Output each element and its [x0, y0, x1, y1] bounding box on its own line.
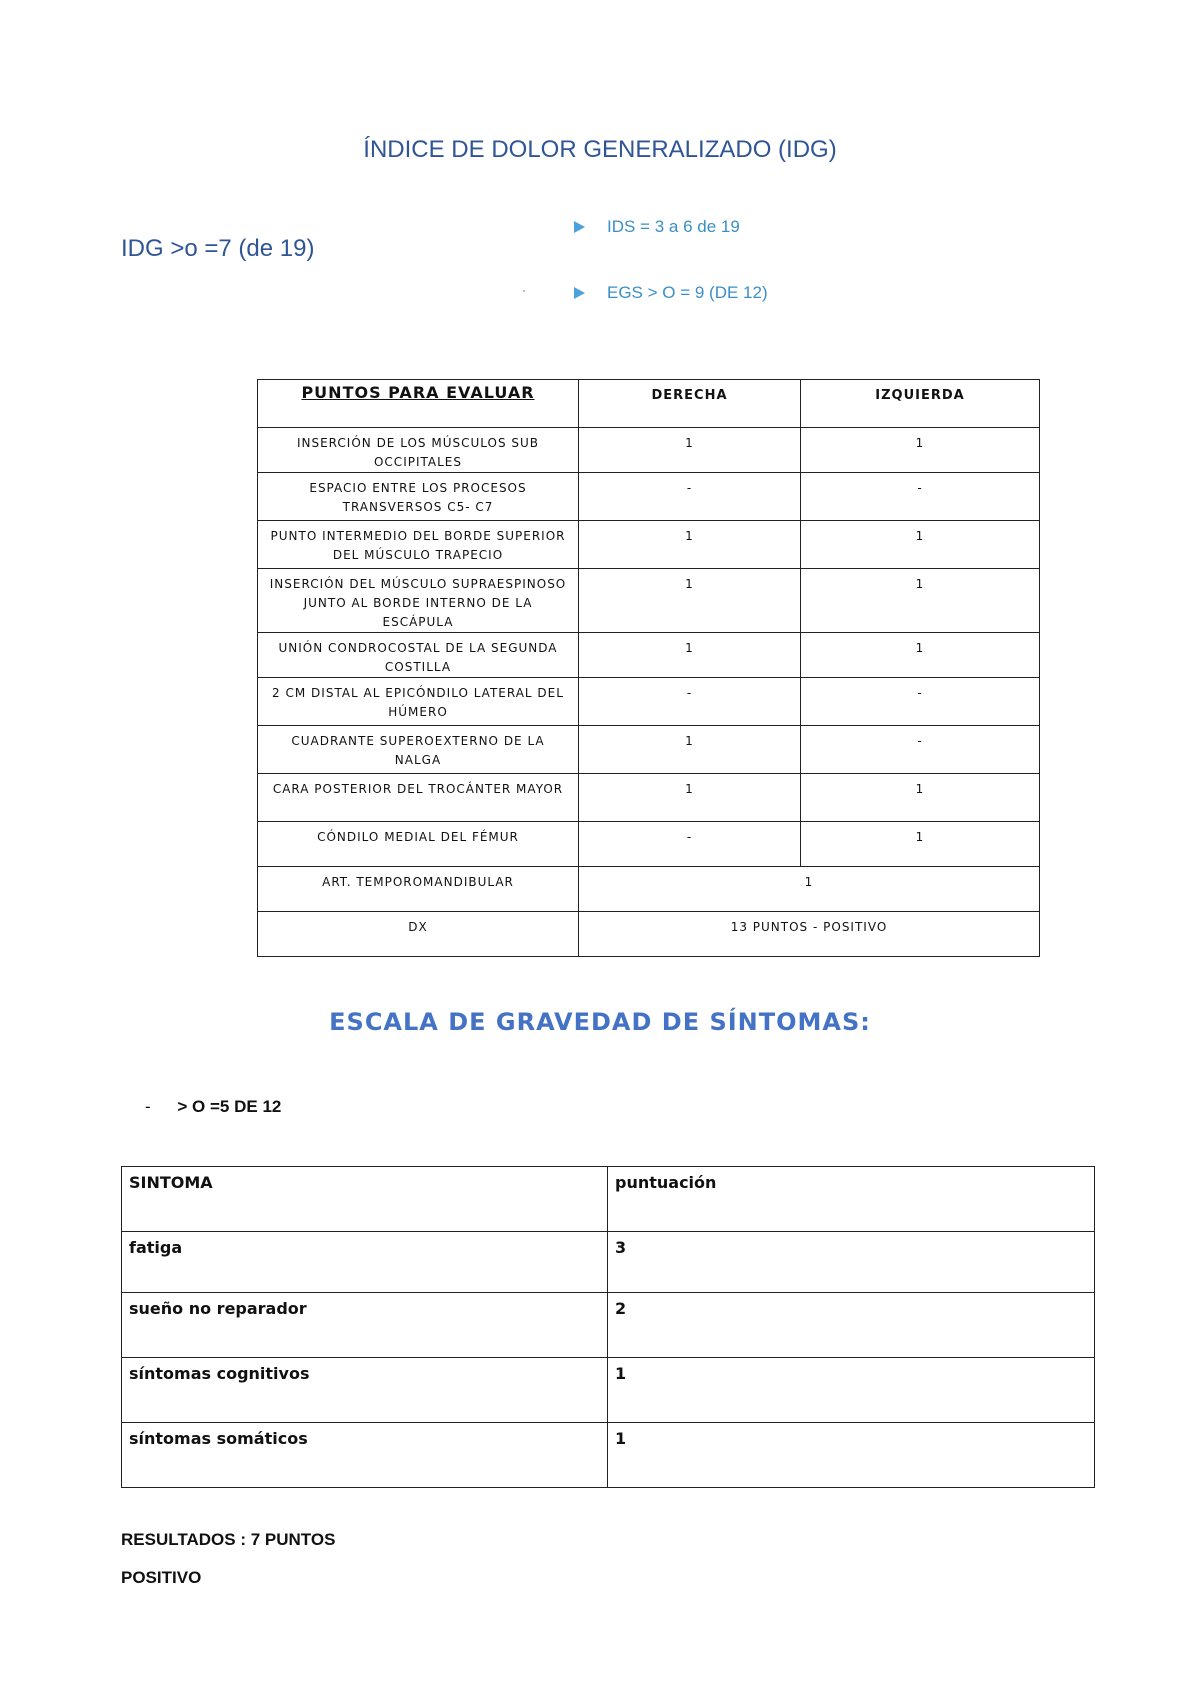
- bullet-text: EGS > O = 9 (DE 12): [607, 283, 768, 302]
- right-value: 1: [579, 569, 801, 633]
- right-value: 1: [579, 726, 801, 774]
- idg-summary: IDG >o =7 (de 19): [121, 235, 315, 262]
- header-left: IZQUIERDA: [801, 380, 1040, 428]
- left-value: 1: [801, 822, 1040, 867]
- table-row: [258, 473, 1040, 521]
- point-name: PUNTO INTERMEDIO DEL BORDE SUPERIOR DEL MÚSCULO TRAPECIO: [258, 521, 579, 569]
- point-name: CÓNDILO MEDIAL DEL FÉMUR: [258, 822, 579, 867]
- combined-value: 1: [579, 867, 1040, 912]
- left-value: 1: [801, 569, 1040, 633]
- criterion: [145, 1097, 281, 1117]
- bullet-text: IDS = 3 a 6 de 19: [607, 217, 740, 236]
- points-table: [257, 379, 1040, 957]
- point-name: INSERCIÓN DEL MÚSCULO SUPRAESPINOSO JUNTO AL BORDE INTERNO DE LA ESCÁPULA: [258, 569, 579, 633]
- left-value: 1: [801, 633, 1040, 678]
- left-value: -: [801, 726, 1040, 774]
- header-symptom: SINTOMA: [122, 1167, 608, 1232]
- table-row: [258, 678, 1040, 726]
- points-table-header-row: [258, 380, 1040, 428]
- point-name: INSERCIÓN DE LOS MÚSCULOS SUB OCCIPITALES: [258, 428, 579, 473]
- table-row: [258, 633, 1040, 678]
- table-row: [258, 822, 1040, 867]
- table-row: [122, 1232, 1095, 1293]
- table-row: [122, 1358, 1095, 1423]
- symptoms-table-header-row: [122, 1167, 1095, 1232]
- symptom-score: 1: [608, 1358, 1095, 1423]
- symptom-name: sueño no reparador: [122, 1293, 608, 1358]
- right-value: -: [579, 473, 801, 521]
- results-points: RESULTADOS : 7 PUNTOS: [121, 1530, 336, 1549]
- symptom-name: síntomas somáticos: [122, 1423, 608, 1488]
- triangle-bullet-icon: [574, 287, 585, 299]
- header-right: DERECHA: [579, 380, 801, 428]
- right-value: 1: [579, 521, 801, 569]
- table-row: [122, 1423, 1095, 1488]
- table-row: [258, 569, 1040, 633]
- table-row: [258, 774, 1040, 822]
- table-row: [122, 1293, 1095, 1358]
- left-value: 1: [801, 521, 1040, 569]
- left-value: 1: [801, 774, 1040, 822]
- right-value: 1: [579, 774, 801, 822]
- symptom-name: fatiga: [122, 1232, 608, 1293]
- table-row: [258, 521, 1040, 569]
- criterion-text: > O =5 DE 12: [177, 1097, 282, 1116]
- symptom-score: 1: [608, 1423, 1095, 1488]
- right-value: -: [579, 822, 801, 867]
- bullet-egs: [574, 283, 768, 303]
- dx-value: 13 PUNTOS - POSITIVO: [579, 912, 1040, 957]
- dx-label: DX: [258, 912, 579, 957]
- right-value: 1: [579, 633, 801, 678]
- criterion-dash: -: [145, 1097, 151, 1116]
- point-name: ART. TEMPOROMANDIBULAR: [258, 867, 579, 912]
- point-name: CARA POSTERIOR DEL TROCÁNTER MAYOR: [258, 774, 579, 822]
- page-title: ÍNDICE DE DOLOR GENERALIZADO (IDG): [363, 136, 837, 163]
- bullet-ids: [574, 217, 740, 237]
- symptom-score: 3: [608, 1232, 1095, 1293]
- section-title: ESCALA DE GRAVEDAD DE SÍNTOMAS:: [329, 1008, 871, 1036]
- triangle-bullet-icon: [574, 221, 585, 233]
- symptom-score: 2: [608, 1293, 1095, 1358]
- table-row-dx: [258, 912, 1040, 957]
- point-name: 2 CM DISTAL AL EPICÓNDILO LATERAL DEL HÚMERO: [258, 678, 579, 726]
- table-row: [258, 428, 1040, 473]
- left-value: -: [801, 678, 1040, 726]
- header-points: PUNTOS PARA EVALUAR: [258, 380, 579, 428]
- symptom-name: síntomas cognitivos: [122, 1358, 608, 1423]
- point-name: ESPACIO ENTRE LOS PROCESOS TRANSVERSOS C5- C7: [258, 473, 579, 521]
- right-value: 1: [579, 428, 801, 473]
- point-name: UNIÓN CONDROCOSTAL DE LA SEGUNDA COSTILLA: [258, 633, 579, 678]
- stray-dot: [523, 290, 525, 292]
- header-score: puntuación: [608, 1167, 1095, 1232]
- results-verdict: POSITIVO: [121, 1568, 202, 1587]
- table-row: [258, 726, 1040, 774]
- left-value: 1: [801, 428, 1040, 473]
- left-value: -: [801, 473, 1040, 521]
- right-value: -: [579, 678, 801, 726]
- point-name: CUADRANTE SUPEROEXTERNO DE LA NALGA: [258, 726, 579, 774]
- table-row-art: [258, 867, 1040, 912]
- symptoms-table: [121, 1166, 1095, 1488]
